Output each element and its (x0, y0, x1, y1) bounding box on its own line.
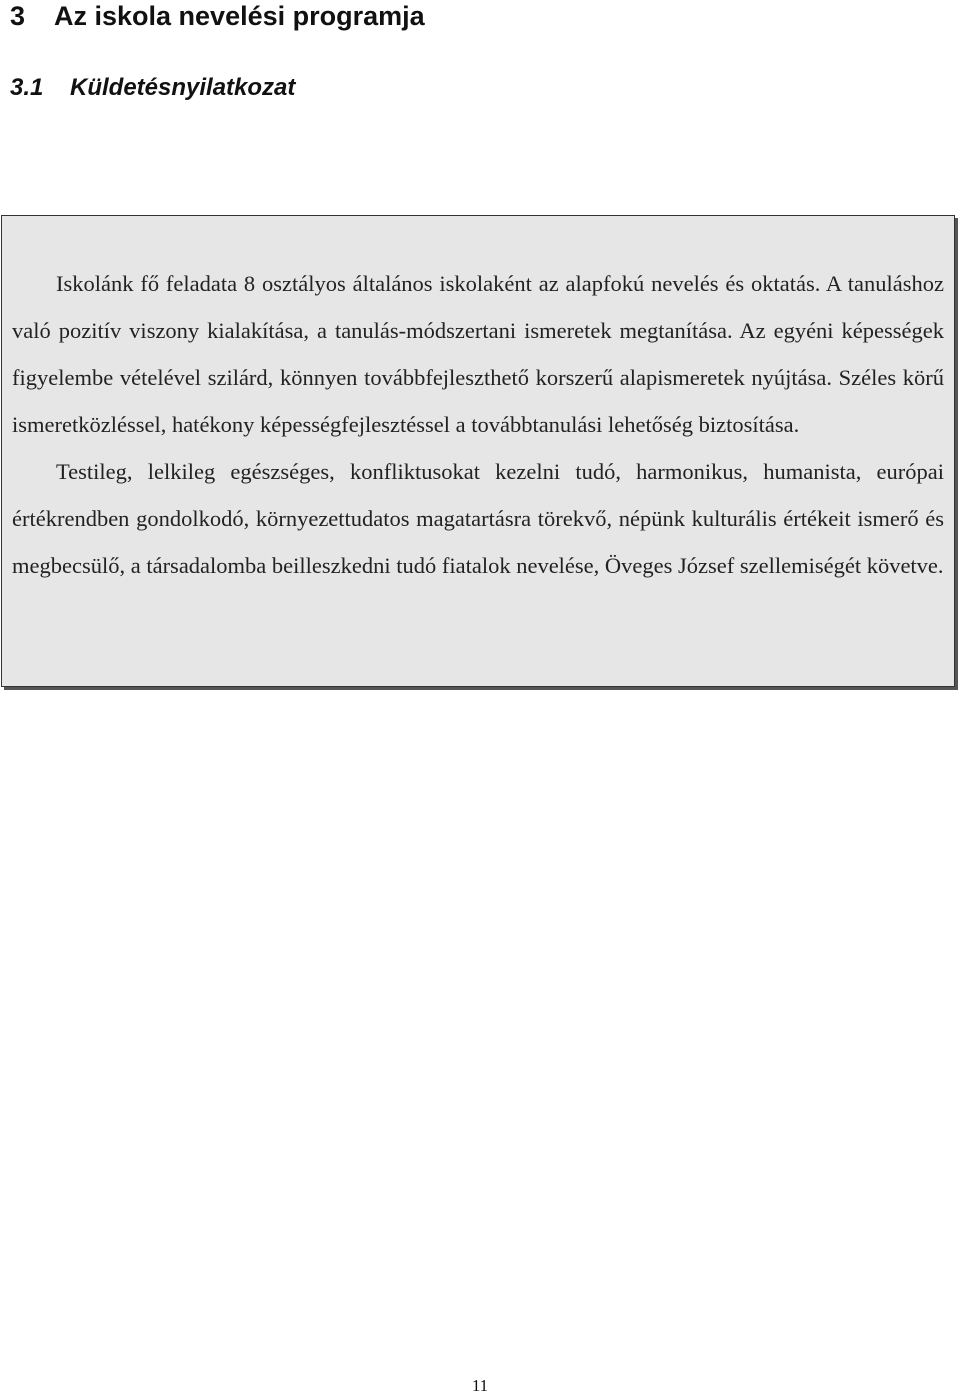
mission-paragraph-1: Iskolánk fő feladata 8 osztályos általános iskolaként az alapfokú nevelés és oktatás. A tanuláshoz való pozitív viszony kialakítása, a tanulás-módszertani ismeretek megtanítása. Az egyéni képességek figyelembe vételével szilárd, könnyen továbbfejleszthető korszerű alapismeretek nyújtása. Széles körű ismeretközléssel, hatékony képességfejlesztéssel a továbbtanulási lehetőség biztosítása. (12, 271, 944, 437)
section-number: 3 (10, 1, 26, 31)
subsection-title: Küldetésnyilatkozat (70, 74, 296, 101)
subsection-number: 3.1 (10, 74, 44, 101)
section-heading (10, 0, 425, 32)
mission-statement-box (1, 215, 955, 687)
mission-paragraph-2: Testileg, lelkileg egészséges, konfliktusokat kezelni tudó, harmonikus, humanista, európai értékrendben gondolkodó, környezettudatos magatartásra törekvő, népünk kulturális értékeit ismerő és megbecsülő, a társadalomba beilleszkedni tudó fiatalok nevelése, Öveges József szellemiségét követve. (12, 459, 944, 578)
page-number: 11 (471, 1376, 489, 1395)
section-title: Az iskola nevelési programja (54, 1, 425, 31)
subsection-heading (10, 72, 295, 104)
